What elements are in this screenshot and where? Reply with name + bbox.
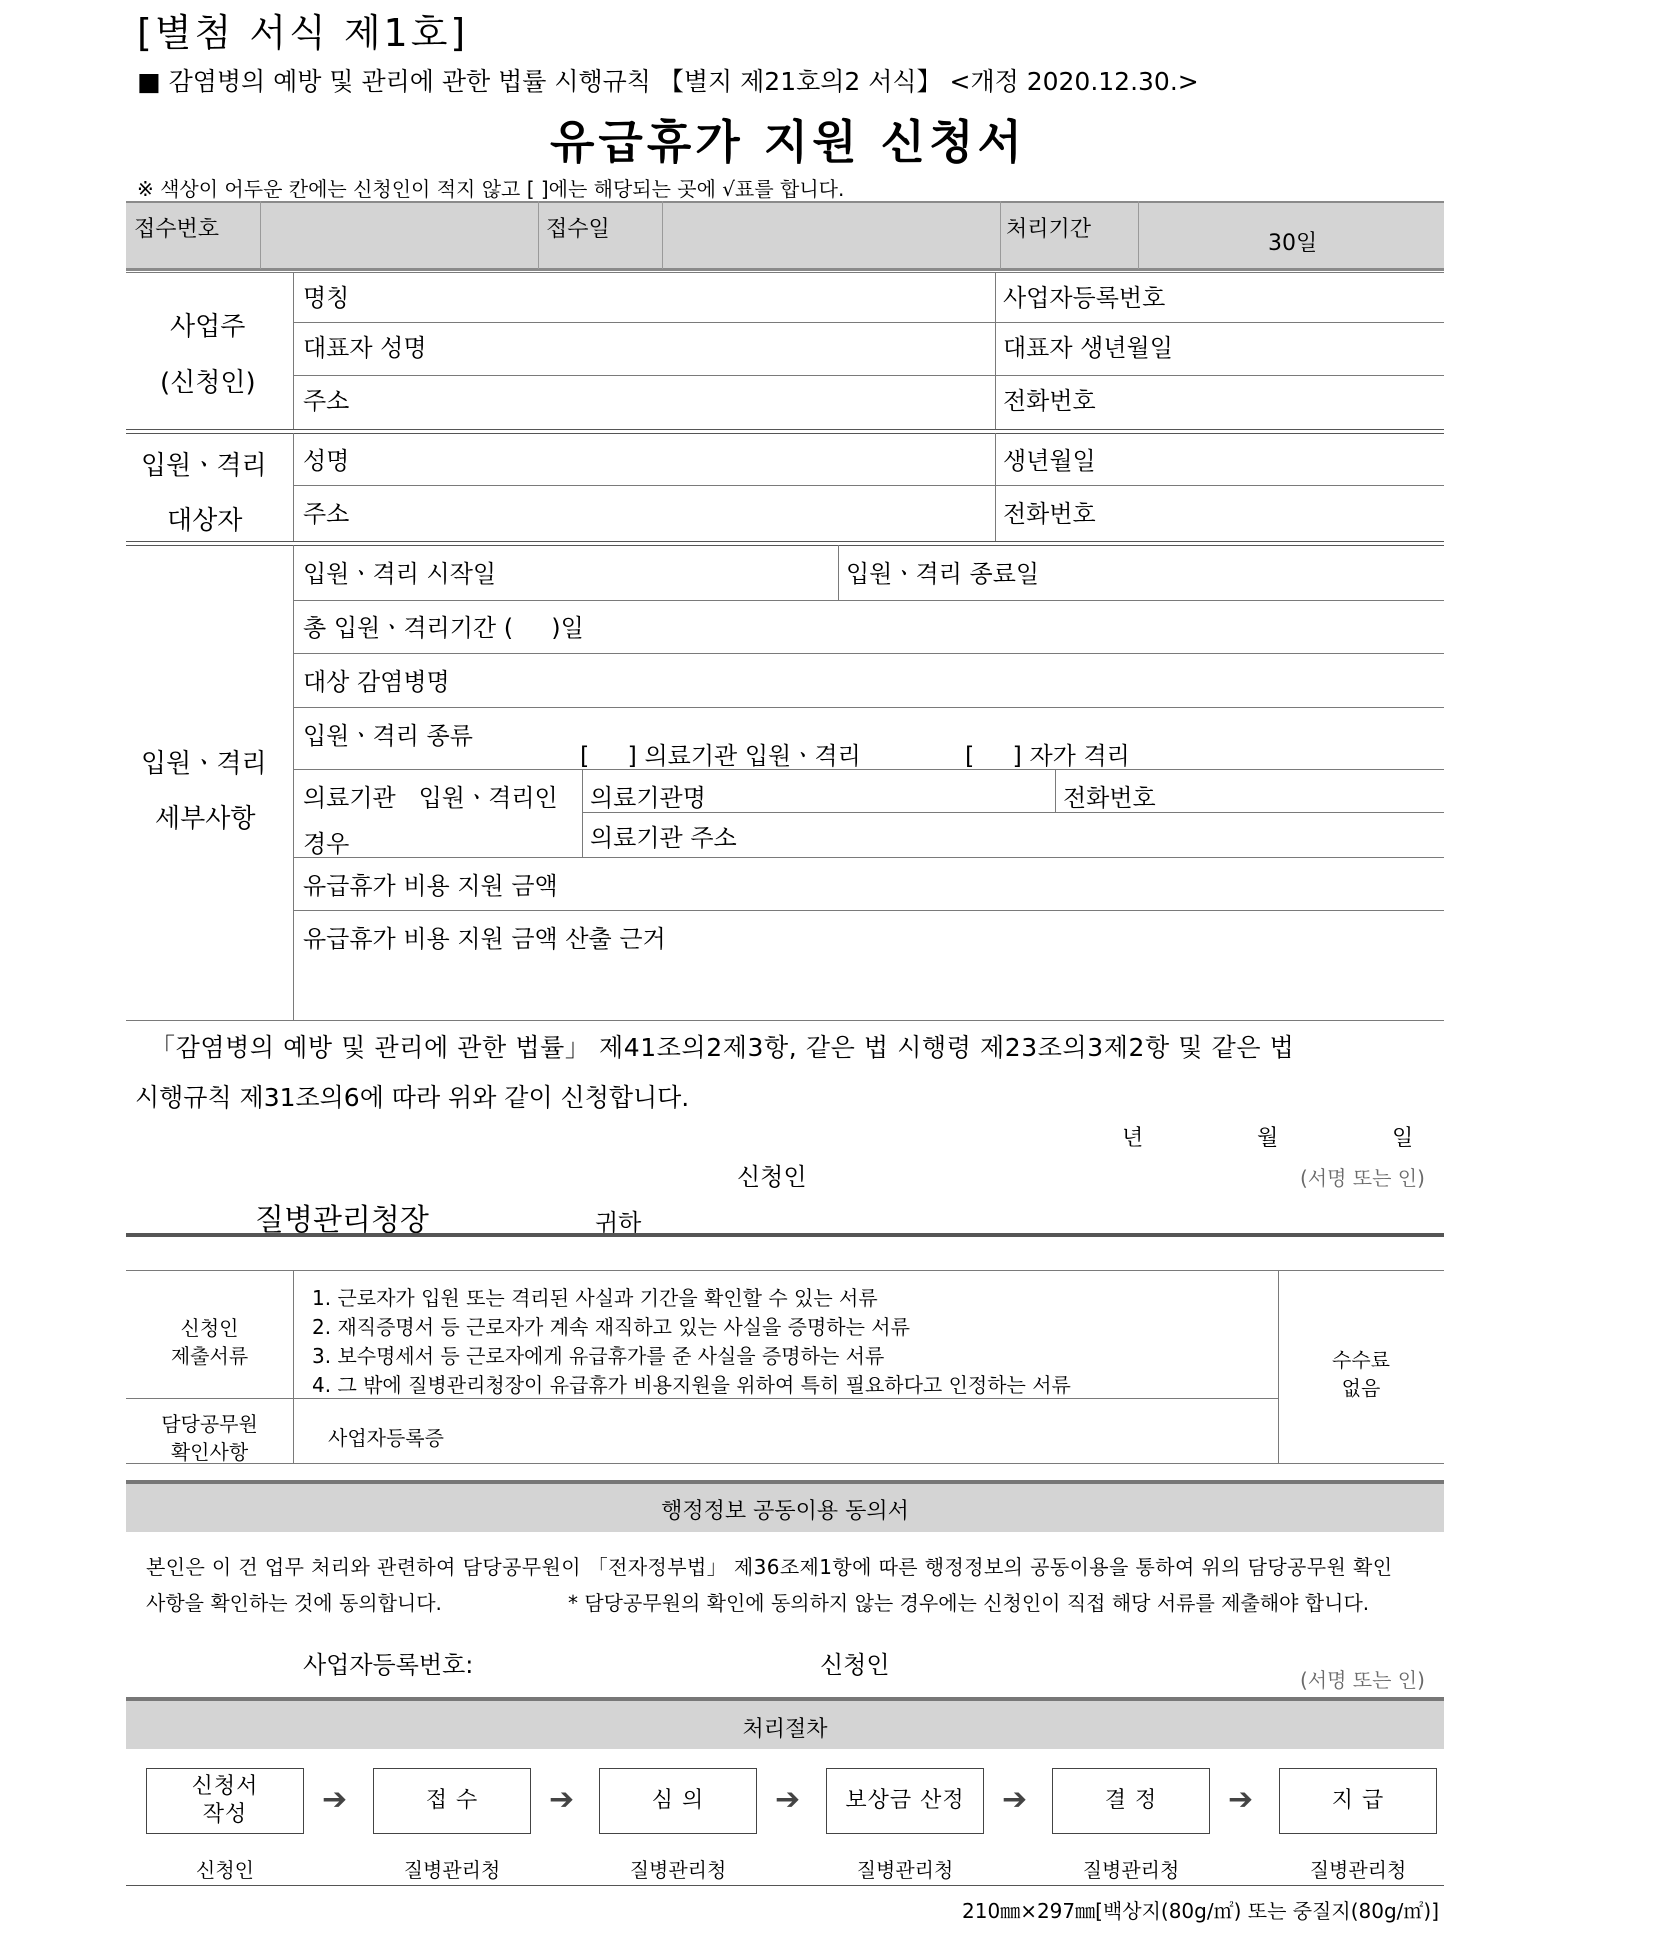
paper-spec: 210㎜×297㎜[백상지(80g/㎡) 또는 중질지(80g/㎡)] [962,1899,1439,1923]
consent-line1: 본인은 이 건 업무 처리와 관련하여 담당공무원이 「전자정부법」 제36조제1항에 따른 행정정보의 공동이용을 통하여 위의 담당공무원 확인 [146,1555,1393,1579]
divider [126,429,1444,430]
employer-address-label: 주소 [303,387,350,415]
details-section-sublabel: 세부사항 [155,804,256,834]
subject-address-label: 주소 [303,500,350,528]
divider [260,201,261,269]
divider [126,1463,1444,1464]
submit-docs-label: 신청인 [180,1316,239,1340]
step-receipt-box [373,1768,531,1834]
divider [293,272,294,429]
disease-name-label: 대상 감염병명 [303,668,450,696]
divider [293,653,1444,654]
divider [293,600,1444,601]
processing-period-label: 처리기간 [1006,217,1092,242]
divider [293,433,294,541]
divider [293,769,1444,770]
date-year-label: 년 [1122,1126,1144,1151]
step-actor: 질병관리청 [1309,1858,1407,1882]
employer-section-label: 사업주 [170,312,246,342]
divider [293,375,1444,376]
processing-period-value: 30일 [1268,231,1318,256]
divider [126,545,1444,546]
date-day-label: 일 [1392,1126,1414,1151]
divider [293,485,1444,486]
hospital-case-sublabel: 경우 [303,830,350,858]
submit-docs-sublabel: 제출서류 [170,1344,249,1368]
subject-section-sublabel: 대상자 [167,506,243,536]
employer-section-sublabel: (신청인) [160,368,256,398]
divider [1055,769,1056,812]
fee-label: 수수료 [1332,1348,1390,1372]
step-label: 보상금 산정 [845,1788,965,1813]
isolation-total-label: 총 입원ㆍ격리기간 ( )일 [303,614,584,642]
leave-amount-label: 유급휴가 비용 지원 금액 [303,872,558,900]
consent-applicant-label: 신청인 [820,1651,890,1679]
subject-section-label: 입원ㆍ격리 [141,451,267,481]
hospital-address-label: 의료기관 주소 [590,824,737,852]
step-decision-box [1052,1768,1210,1834]
subject-phone-label: 전화번호 [1003,500,1096,528]
employer-bizno-label: 사업자등록번호 [1003,284,1166,312]
hospital-case-label: 의료기관 입원ㆍ격리인 [303,784,558,812]
consent-sign-label: (서명 또는 인) [1300,1668,1425,1692]
divider [126,1270,1444,1271]
hospital-name-label: 의료기관명 [590,784,706,812]
consent-line2-note: * 담당공무원의 확인에 동의하지 않는 경우에는 신청인이 직접 해당 서류를 제출해야 합니다. [568,1591,1370,1615]
submit-doc-item: 3. 보수명세서 등 근로자에게 유급휴가를 준 사실을 증명하는 서류 [312,1344,885,1368]
submit-doc-item: 4. 그 밖에 질병관리청장이 유급휴가 비용지원을 위하여 특히 필요하다고 인정하는 서류 [312,1373,1071,1397]
divider [126,268,1444,271]
fee-value: 없음 [1341,1376,1381,1400]
divider [293,1270,294,1463]
divider [293,857,1444,858]
step-actor: 질병관리청 [403,1858,501,1882]
isolation-end-label: 입원ㆍ격리 종료일 [846,560,1040,588]
arrow-right-icon: ➔ [775,1782,801,1817]
consent-title: 행정정보 공동이용 동의서 [661,1499,909,1524]
step-actor: 질병관리청 [1082,1858,1180,1882]
step-label: 결 정 [1104,1788,1158,1813]
subject-birth-label: 생년월일 [1003,447,1096,475]
consent-bizno-label: 사업자등록번호: [303,1651,474,1679]
recipient-label: 질병관리청장 [255,1203,429,1238]
officer-check-sublabel: 확인사항 [170,1440,249,1464]
step-actor: 질병관리청 [629,1858,727,1882]
employer-rep-name-label: 대표자 성명 [303,334,427,362]
employer-phone-label: 전화번호 [1003,387,1096,415]
form-title: 유급휴가 지원 신청서 [550,115,1026,169]
divider [126,1233,1444,1237]
option-hospital-checkbox[interactable]: [ ] 의료기관 입원ㆍ격리 [580,742,861,770]
option-home-checkbox[interactable]: [ ] 자가 격리 [965,742,1130,770]
officer-check-label: 담당공무원 [161,1412,258,1436]
divider [995,272,996,429]
leave-basis-label: 유급휴가 비용 지원 금액 산출 근거 [303,925,666,953]
receipt-number-label: 접수번호 [134,217,220,242]
hospital-phone-label: 전화번호 [1063,784,1156,812]
arrow-right-icon: ➔ [322,1782,348,1817]
divider [126,1020,1444,1021]
form-note: ※ 색상이 어두운 칸에는 신청인이 적지 않고 [ ]에는 해당되는 곳에 √표를 합니다. [137,177,845,201]
divider [582,812,1444,813]
divider [126,541,1444,542]
divider [293,545,294,1021]
step-label: 지 급 [1331,1788,1385,1813]
receipt-date-label: 접수일 [546,217,610,242]
step-label: 신청서 [191,1774,259,1799]
step-payment-box [1279,1768,1437,1834]
divider [126,201,1444,203]
divider [293,707,1444,708]
honorific-label: 귀하 [595,1209,642,1237]
step-application-box [146,1768,304,1834]
step-calculation-box [826,1768,984,1834]
divider [838,545,839,600]
receipt-row [126,201,1444,270]
applicant-label: 신청인 [737,1163,807,1191]
consent-line2: 사항을 확인하는 것에 동의합니다. [146,1591,442,1615]
submit-doc-item: 2. 재직증명서 등 근로자가 계속 재직하고 있는 사실을 증명하는 서류 [312,1315,910,1339]
step-label: 작성 [202,1802,248,1827]
step-actor: 질병관리청 [856,1858,954,1882]
applicant-sign-label: (서명 또는 인) [1300,1166,1425,1190]
subject-name-label: 성명 [303,447,350,475]
divider [995,433,996,541]
step-review-box [599,1768,757,1834]
divider [126,433,1444,434]
declaration-line1: 「감염병의 예방 및 관리에 관한 법률」 제41조의2제3항, 같은 법 시행령 제23조의3제2항 및 같은 법 [150,1033,1295,1062]
details-section-label: 입원ㆍ격리 [141,749,267,779]
date-month-label: 월 [1257,1126,1279,1151]
officer-check-item: 사업자등록증 [328,1426,444,1450]
arrow-right-icon: ➔ [1228,1782,1254,1817]
regulation-line: ■ 감염병의 예방 및 관리에 관한 법률 시행규칙 【별지 제21호의2 서식】 <개정 2020.12.30.> [137,67,1199,96]
employer-rep-birth-label: 대표자 생년월일 [1003,334,1173,362]
divider [126,1398,1278,1399]
isolation-type-label: 입원ㆍ격리 종류 [303,722,473,750]
divider [538,201,539,269]
step-actor: 신청인 [196,1858,254,1882]
procedure-title: 처리절차 [742,1717,828,1742]
divider [126,272,1444,273]
divider [662,201,663,269]
step-label: 심 의 [651,1788,705,1813]
step-label: 접 수 [425,1788,479,1813]
divider [293,910,1444,911]
divider [582,769,583,857]
arrow-right-icon: ➔ [1002,1782,1028,1817]
divider [126,1885,1444,1886]
submit-doc-item: 1. 근로자가 입원 또는 격리된 사실과 기간을 확인할 수 있는 서류 [312,1286,878,1310]
divider [1000,201,1001,269]
divider [293,322,1444,323]
declaration-line2: 시행규칙 제31조의6에 따라 위와 같이 신청합니다. [135,1083,690,1112]
isolation-start-label: 입원ㆍ격리 시작일 [303,560,497,588]
employer-name-label: 명칭 [303,284,350,312]
arrow-right-icon: ➔ [549,1782,575,1817]
attachment-label: [별첨 서식 제1호] [137,11,469,55]
divider [1138,201,1139,269]
